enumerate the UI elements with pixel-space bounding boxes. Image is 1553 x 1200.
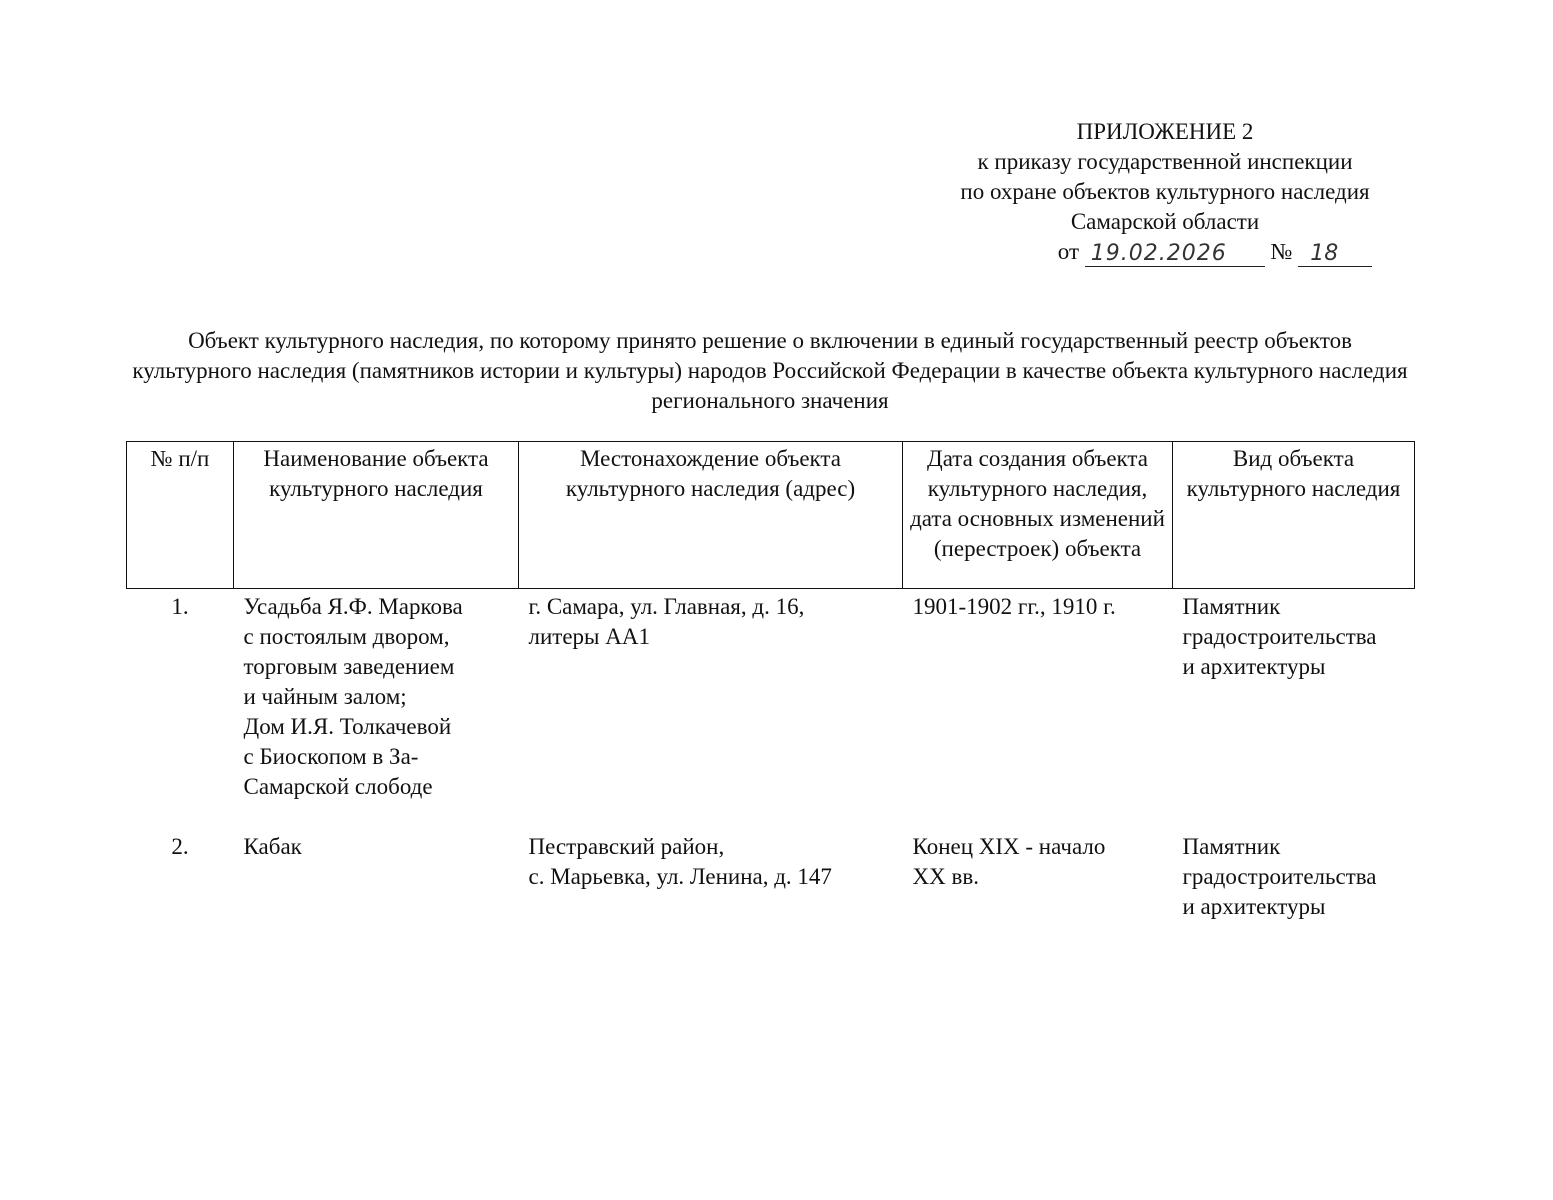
table-row	[127, 830, 1415, 922]
annex-reference-line	[900, 237, 1430, 267]
object-date: 1901-1902 гг., 1910 г.	[912, 594, 1116, 619]
row-number: 2.	[171, 834, 189, 859]
header-number: № п/п	[127, 442, 234, 589]
row-number: 1.	[171, 594, 189, 619]
object-type: Памятник градостроительства и архитектуры	[1182, 834, 1377, 919]
object-name: Усадьба Я.Ф. Маркова с постоялым двором, торговым заведением и чайным залом; Дом И.Я. Толкачевой с Биоскопом в За- Самарской слободе	[243, 594, 463, 799]
annex-authority-line: по охране объектов культурного наследия	[960, 179, 1370, 204]
object-name: Кабак	[243, 834, 302, 859]
document-title: Объект культурного наследия, по которому принято решение о включении в единый государственный реестр объектов культурного наследия (памятников истории и культуры) народов Российской Федерации в качестве объекта культурного наследия регионального значения	[132, 328, 1408, 413]
header-name: Наименование объекта культурного наследия	[234, 442, 519, 589]
annex-order-line: к приказу государственной инспекции	[977, 149, 1353, 174]
order-date-handwritten: 19.02.2026	[1085, 241, 1265, 267]
table-row	[127, 589, 1415, 831]
number-prefix: №	[1270, 239, 1293, 264]
header-date: Дата создания объекта культурного наследия, дата основных изменений (перестроек) объекта	[903, 442, 1173, 589]
date-prefix: от	[1057, 239, 1080, 264]
object-type: Памятник градостроительства и архитектуры	[1182, 594, 1377, 679]
heritage-objects-table	[126, 441, 1415, 922]
annex-region-line: Самарской области	[1070, 209, 1260, 234]
annex-title: ПРИЛОЖЕНИЕ 2	[1076, 119, 1254, 144]
table-header-row	[127, 442, 1415, 589]
object-address: г. Самара, ул. Главная, д. 16, литеры АА1	[528, 594, 805, 649]
order-number-handwritten: 18	[1298, 241, 1372, 267]
annex-header	[900, 117, 1430, 267]
header-address: Местонахождение объекта культурного наследия (адрес)	[519, 442, 903, 589]
object-address: Пестравский район, с. Марьевка, ул. Ленина, д. 147	[528, 834, 832, 889]
header-type: Вид объекта культурного наследия	[1173, 442, 1415, 589]
object-date: Конец XIX - начало XX вв.	[912, 834, 1106, 889]
